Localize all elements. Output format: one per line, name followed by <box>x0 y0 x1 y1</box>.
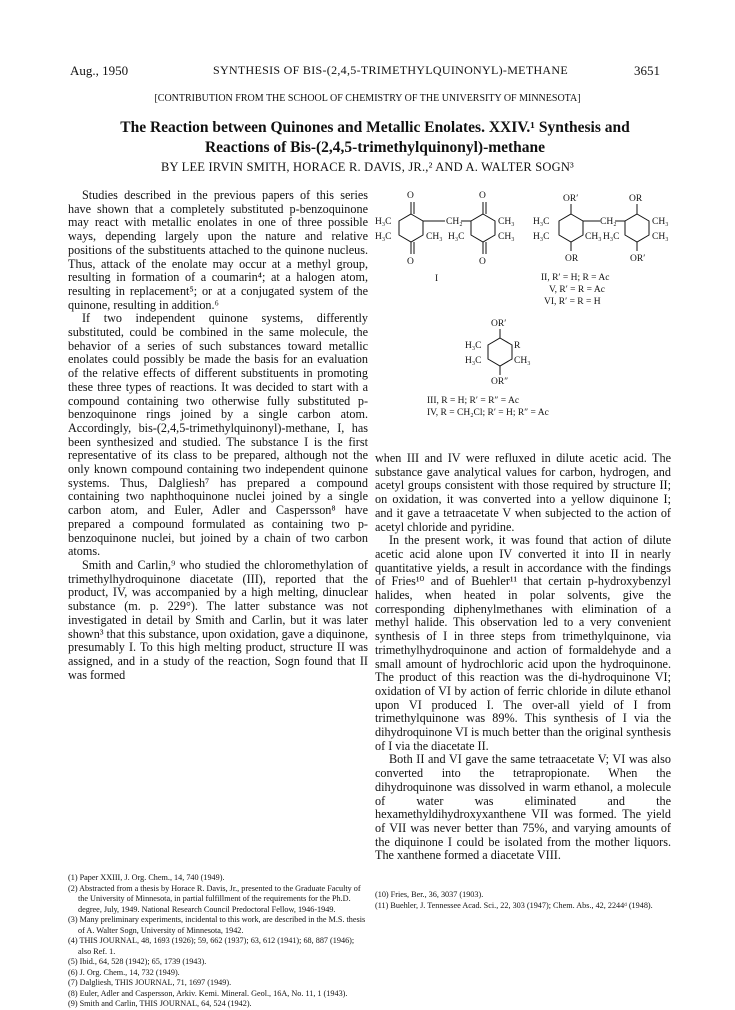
footnotes-right <box>375 890 671 911</box>
running-header-title: SYNTHESIS OF BIS-(2,4,5-TRIMETHYLQUINONYL)-METHANE <box>213 63 568 77</box>
methyl-label: CH₃ <box>498 217 515 227</box>
methyl-label: H₃C <box>603 232 620 242</box>
running-header-date: Aug., 1950 <box>70 63 129 78</box>
paragraph: In the present work, it was found that action of dilute acetic acid alone upon IV converted it into II in nearly quantitative yields, a result in accordance with the findings of Fries¹⁰ and of Buehler¹¹ that certain p-hydroxybenzyl halides, when heated in polar solvents, give the corresponding diphenylmethanes with elimination of a methyl halide. This observation led to a very convenient synthesis of I in three steps from trimethylquinone, via trimethylhydroquinone and action of formaldehyde and a small amount of hydrochloric acid upon the hydroquinone. The product of this reaction was the di-hydroquinone VI; oxidation of VI by action of ferric chloride in dilute ethanol upon VI produced I. The over-all yield of I from trimethylquinone was 89%. This synthesis of I via the dihydroquinone VI is much better than the original synthesis of I via the diacetate II. <box>375 533 671 753</box>
substituent-label: OR′ <box>563 194 579 204</box>
compound-label-V: V, R′ = R = Ac <box>549 285 605 295</box>
substituent-label: OR″ <box>491 377 509 387</box>
methyl-label: CH₃ <box>498 232 515 242</box>
contribution-line: [CONTRIBUTION FROM THE SCHOOL OF CHEMISTRY OF THE UNIVERSITY OF MINNESOTA] <box>154 93 581 104</box>
paragraph: Both II and VI gave the same tetraacetate V; VI was also converted into the tetrapropionate. When the dihydroquinone was dissolved in warm ethanol, a molecule of water was eliminated and the hexamethyldihydroxyxanthene VII was formed. The yield of VII was never better than 75%, and varying amounts of the diquinone I could be isolated from the mother liquors. The xanthene formed a diacetate VIII. <box>375 752 671 863</box>
footnote: (10) Fries, Ber., 36, 3037 (1903). <box>375 890 484 899</box>
oxo-label: O <box>407 191 414 201</box>
methyl-label: H₃C <box>375 232 392 242</box>
compound-label-I: I <box>435 274 439 284</box>
paragraph: Studies described in the previous papers of this series have shown that a completely substituted p-benzoquinone may react with metallic enolates in one of three possible ways, depending largely upon the nature and relative positions of the substituents attached to the quinone nucleus. Thus, attack of the enolate may occur at a methyl group, resulting in formation of a coumarin⁴; at a halogen atom, resulting in replacement⁵; or at a conjugated system of the quinone, resulting in addition.⁶ <box>68 188 368 312</box>
article-title <box>75 118 675 158</box>
methyl-label: H₃C <box>465 341 482 351</box>
methylene-label: CH₂ <box>600 217 617 227</box>
title-line-2: Reactions of Bis-(2,4,5-trimethylquinonyl)-methane <box>204 139 546 156</box>
methyl-label: H₃C <box>533 232 550 242</box>
hydroquinone-ring-3 <box>488 338 512 366</box>
methyl-label: CH₃ <box>585 232 602 242</box>
substituent-label: OR <box>565 254 579 264</box>
methyl-label: CH₃ <box>426 232 443 242</box>
compound-label-IV: IV, R = CH₂Cl; R′ = H; R″ = Ac <box>427 408 549 418</box>
paragraph: Smith and Carlin,⁹ who studied the chloromethylation of trimethylhydroquinone diacetate (III), reported that the product, IV, was accompanied by a high melting, dinuclear substance (m. p. 229°). The latter substance was not investigated in detail by Smith and Carlin, but it was later shown³ that this substance, upon oxidation, gave a diquinone, presumably I. To this high melting product, structure II was assigned, and in a study of the reaction, Sogn found that II was formed <box>68 557 368 682</box>
quinone-ring-2 <box>471 214 495 242</box>
methyl-label: H₃C <box>465 356 482 366</box>
footnote: (11) Buehler, J. Tennessee Acad. Sci., 22, 303 (1947); Chem. Abs., 42, 2244ᵈ (1948). <box>375 900 653 910</box>
page-number: 3651 <box>634 63 660 78</box>
oxo-label: O <box>479 257 486 267</box>
footnote: (1) Paper XXIII, J. Org. Chem., 14, 740 (1949). <box>68 873 225 882</box>
paragraph: If two independent quinone systems, differently substituted, could be combined in the same molecule, the behavior of a series of such substances toward metallic enolates could possibly be made the basis for an evaluation of the relative effects of different substituents in promoting these three types of reactions. It was decided to start with a compound containing two otherwise fully substituted p-benzoquinone rings joined by a single carbon atom. Accordingly, bis-(2,4,5-trimethylquinonyl)-methane, I, has been synthesized and studied. The substance I is the first representative of its class to be prepared, although not the only known compound containing two independent quinone systems. Thus, Dalgliesh⁷ has prepared a compound containing two naphthoquinone nuclei joined by a single carbon atom, and Euler, Adler and Caspersson⁸ have prepared a compound formulated as containing two p-benzoquinone nuclei, but joined by a chain of two carbon atoms. <box>68 311 368 559</box>
title-line-1: The Reaction between Quinones and Metallic Enolates. XXIV.¹ Synthesis and <box>120 119 630 136</box>
substituent-label: OR′ <box>491 319 507 329</box>
footnote: (6) J. Org. Chem., 14, 732 (1949). <box>68 967 180 977</box>
footnote: (2) Abstracted from a thesis by Horace R. Davis, Jr., presented to the Graduate Faculty of the University of Minnesota, in partial fulfillment of the requirements for the Ph.D. degree, July, 1949. National Research Council Predoctoral Fellow, 1946-1949. <box>68 883 361 914</box>
footnote: (5) Ibid., 64, 528 (1942); 65, 1739 (1943). <box>68 957 207 966</box>
hydroquinone-ring-2 <box>625 214 649 242</box>
footnote: (3) Many preliminary experiments, incidental to this work, are described in the M.S. thesis of A. Walter Sogn, University of Minnesota, 1942. <box>68 915 366 935</box>
methyl-label: H₃C <box>375 217 392 227</box>
compound-label-III: III, R = H; R′ = R″ = Ac <box>427 396 520 406</box>
footnote: (7) Dalgliesh, THIS JOURNAL, 71, 1697 (1949). <box>68 978 232 987</box>
chemical-structures <box>375 188 675 443</box>
author-line: BY LEE IRVIN SMITH, HORACE R. DAVIS, JR.,² AND A. WALTER SOGN³ <box>160 160 575 174</box>
compound-label-II: II, R′ = H; R = Ac <box>541 273 610 283</box>
methylene-label: CH₂ <box>446 217 463 227</box>
footnote: (8) Euler, Adler and Caspersson, Arkiv. Kemi. Mineral. Geol., 16A, No. 11, 1 (1943). <box>68 988 348 998</box>
footnote: (9) Smith and Carlin, THIS JOURNAL, 64, 524 (1942). <box>68 999 252 1008</box>
hydroquinone-ring-1 <box>559 214 583 242</box>
footnote: (4) THIS JOURNAL, 48, 1693 (1926); 59, 662 (1937); 63, 612 (1941); 68, 887 (1946); also Ref. 1. <box>68 936 355 956</box>
footnotes-left <box>68 873 368 1010</box>
oxo-label: O <box>407 257 414 267</box>
paragraph: when III and IV were refluxed in dilute acetic acid. The substance gave analytical values for carbon, hydrogen, and acetyl groups consistent with those required by structure II; on oxidation, it was converted into a yellow diquinone I; and it gave a tetraacetate V when subjected to the action of acetyl chloride and pyridine. <box>375 451 671 534</box>
substituent-label: OR′ <box>630 254 646 264</box>
quinone-ring-1 <box>399 214 423 242</box>
methyl-label: H₃C <box>448 232 465 242</box>
methyl-label: CH₃ <box>652 232 669 242</box>
methyl-label: CH₃ <box>514 356 531 366</box>
compound-label-VI: VI, R′ = R = H <box>544 297 601 307</box>
methyl-label: H₃C <box>533 217 550 227</box>
methyl-label: CH₃ <box>652 217 669 227</box>
right-column <box>375 452 671 863</box>
left-column <box>68 189 368 682</box>
substituent-label: R <box>514 341 521 351</box>
oxo-label: O <box>479 191 486 201</box>
substituent-label: OR <box>629 194 643 204</box>
